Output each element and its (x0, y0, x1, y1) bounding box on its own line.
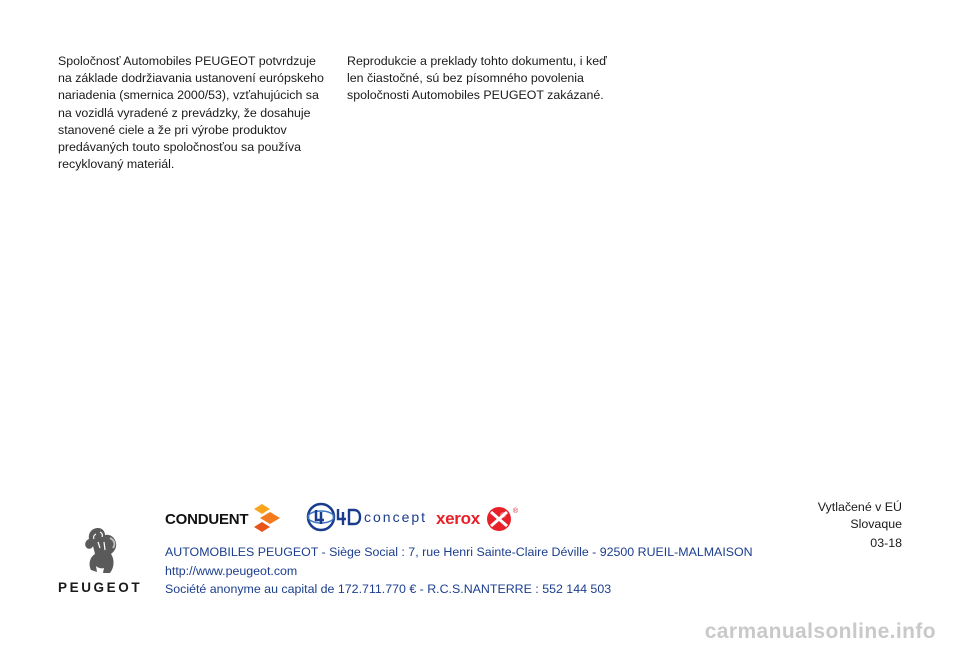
printed-in-label: Vytlačené v EÚ Slovaque (817, 500, 902, 531)
headquarters-address: AUTOMOBILES PEUGEOT - Siège Social : 7, rue Henri Sainte-Claire Déville - 92500 RUEIL-MALMAISON (165, 545, 753, 559)
conduent-logo (165, 504, 285, 534)
4d-letters-icon (336, 507, 362, 527)
xerox-registered-mark: ® (512, 507, 519, 515)
recycling-statement: Spoločnosť Automobiles PEUGEOT potvrdzuje na základe dodržiavania ustanovení európskeho nariadenia (smernica 2000/53), vzťahujúcich sa na vozidlá vyradené z prevádzky, že dosahuje stanovené ciele a že pri výrobe produktov predávaných touto spoločnosťou sa používa recyklovaný materiál. (58, 54, 324, 172)
peugeot-lion-icon (78, 524, 126, 576)
website-link[interactable]: http://www.peugeot.com (165, 564, 298, 578)
conduent-mark-icon (253, 504, 285, 534)
conduent-wordmark: CONDUENT (165, 510, 249, 528)
document-code: 03-18 (870, 536, 902, 550)
4d-concept-wordmark: concept (364, 509, 428, 525)
xerox-logo (436, 506, 518, 532)
copyright-statement: Reprodukcie a preklady tohto dokumentu, i keď len čiastočné, sú bez písomného povolenia spoločnosti Automobiles PEUGEOT zakázané. (347, 54, 607, 103)
peugeot-wordmark: PEUGEOT (58, 580, 143, 595)
xerox-sphere-icon (486, 506, 512, 532)
xerox-wordmark: xerox (436, 509, 480, 528)
company-registration: Société anonyme au capital de 172.711.770 € - R.C.S.NANTERRE : 552 144 503 (165, 582, 612, 596)
site-watermark: carmanualsonline.info (704, 620, 936, 643)
4d-globe-icon (306, 502, 336, 532)
4d-concept-logo (306, 502, 427, 532)
